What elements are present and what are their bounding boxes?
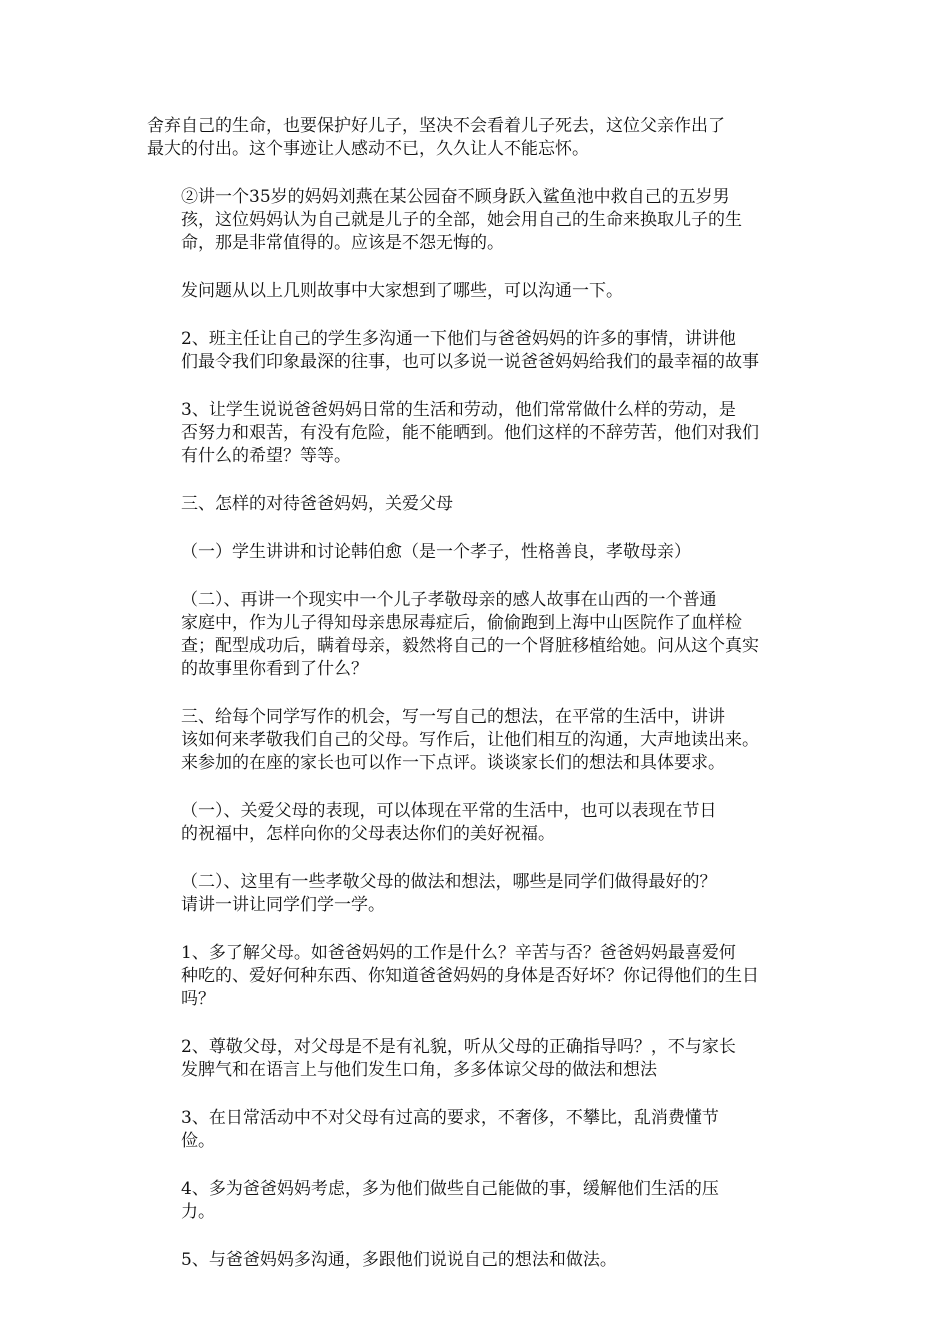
paragraph: [147, 871, 807, 917]
text-line: 2、尊敬父母，对父母是不是有礼貌，听从父母的正确指导吗？，不与家长: [181, 1037, 736, 1057]
text-line: 否努力和艰苦，有没有危险，能不能晒到。他们这样的不辞劳苦，他们对我们: [181, 423, 759, 443]
text-line: 4、多为爸爸妈妈考虑，多为他们做些自己能做的事，缓解他们生活的压: [181, 1179, 719, 1199]
text-line: 命，那是非常值得的。应该是不怨无悔的。: [181, 233, 504, 253]
text-line: 三、怎样的对待爸爸妈妈，关爱父母: [181, 494, 453, 514]
paragraph: [147, 1249, 807, 1272]
text-line: 孩，这位妈妈认为自己就是儿子的全部，她会用自己的生命来换取儿子的生: [181, 210, 742, 230]
paragraph: [147, 706, 807, 775]
text-line: 最大的付出。这个事迹让人感动不已，久久让人不能忘怀。: [147, 139, 589, 159]
text-line: 的故事里你看到了什么？: [181, 659, 368, 679]
text-line: 3、让学生说说爸爸妈妈日常的生活和劳动，他们常常做什么样的劳动，是: [181, 400, 736, 420]
text-line: （二）、再讲一个现实中一个儿子孝敬母亲的感人故事在山西的一个普通: [181, 590, 717, 610]
paragraph: [147, 942, 807, 1011]
text-line: 有什么的希望？等等。: [181, 446, 351, 466]
text-line: 3、在日常活动中不对父母有过高的要求，不奢侈，不攀比，乱消费懂节: [181, 1108, 719, 1128]
text-line: 家庭中，作为儿子得知母亲患尿毒症后，偷偷跑到上海中山医院作了血样检: [181, 613, 742, 633]
text-line: 来参加的在座的家长也可以作一下点评。谈谈家长们的想法和具体要求。: [181, 753, 725, 773]
paragraph: [147, 115, 807, 161]
text-line: 的祝福中，怎样向你的父母表达你们的美好祝福。: [181, 824, 555, 844]
paragraph: [147, 328, 807, 374]
text-line: 查；配型成功后，瞒着母亲，毅然将自己的一个肾脏移植给她。问从这个真实: [181, 636, 759, 656]
document-body: [147, 115, 807, 1297]
paragraph: [147, 1178, 807, 1224]
text-line: （二）、这里有一些孝敬父母的做法和想法，哪些是同学们做得最好的？: [181, 872, 717, 892]
text-line: 俭。: [181, 1131, 215, 1151]
text-line: 们最令我们印象最深的往事，也可以多说一说爸爸妈妈给我们的最幸福的故事: [181, 352, 759, 372]
paragraph: [147, 541, 807, 564]
paragraph: [147, 280, 807, 303]
paragraph: [147, 493, 807, 516]
text-line: 种吃的、爱好何种东西、你知道爸爸妈妈的身体是否好坏？你记得他们的生日: [181, 966, 759, 986]
text-line: 三、给每个同学写作的机会，写一写自己的想法，在平常的生活中，讲讲: [181, 707, 725, 727]
text-line: 发脾气和在语言上与他们发生口角，多多体谅父母的做法和想法: [181, 1060, 657, 1080]
text-line: 吗？: [181, 989, 215, 1009]
text-line: （一）学生讲讲和讨论韩伯愈（是一个孝子，性格善良，孝敬母亲）: [181, 542, 691, 562]
text-line: 2、班主任让自己的学生多沟通一下他们与爸爸妈妈的许多的事情，讲讲他: [181, 329, 736, 349]
text-line: 该如何来孝敬我们自己的父母。写作后，让他们相互的沟通，大声地读出来。: [181, 730, 759, 750]
text-line: 5、与爸爸妈妈多沟通，多跟他们说说自己的想法和做法。: [181, 1250, 617, 1270]
paragraph: [147, 800, 807, 846]
text-line: 请讲一讲让同学们学一学。: [181, 895, 385, 915]
paragraph: [147, 1036, 807, 1082]
text-line: 发问题从以上几则故事中大家想到了哪些，可以沟通一下。: [181, 281, 623, 301]
paragraph: [147, 589, 807, 681]
paragraph: [147, 186, 807, 255]
paragraph: [147, 399, 807, 468]
text-line: 舍弃自己的生命，也要保护好儿子，坚决不会看着儿子死去，这位父亲作出了: [147, 116, 725, 136]
text-line: 力。: [181, 1202, 215, 1222]
text-line: 1、多了解父母。如爸爸妈妈的工作是什么？辛苦与否？爸爸妈妈最喜爱何: [181, 943, 736, 963]
text-line: ②讲一个35岁的妈妈刘燕在某公园奋不顾身跃入鲨鱼池中救自己的五岁男: [181, 187, 730, 207]
text-line: （一）、关爱父母的表现，可以体现在平常的生活中，也可以表现在节日: [181, 801, 717, 821]
paragraph: [147, 1107, 807, 1153]
